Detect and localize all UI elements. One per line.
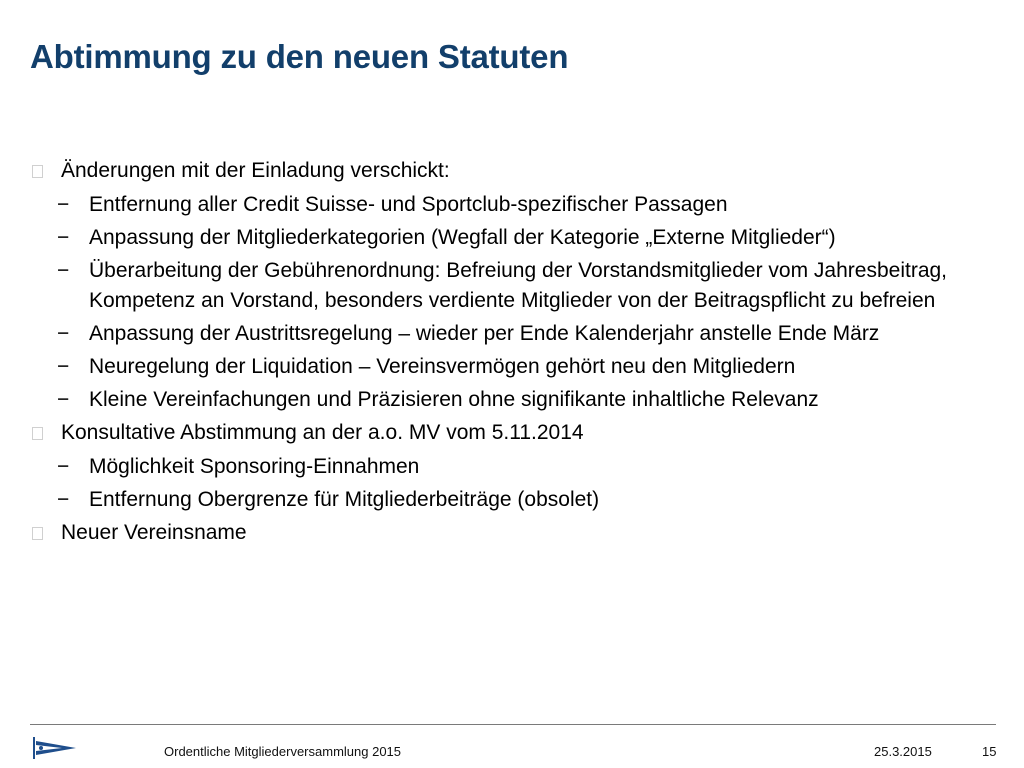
bullet-text: Anpassung der Mitgliederkategorien (Wegfall der Kategorie „Externe Mitglieder“) [89, 226, 836, 249]
bullet-item [30, 156, 1000, 186]
sub-bullet-item [30, 190, 1000, 220]
bullet-text: Entfernung Obergrenze für Mitgliederbeiträge (obsolet) [89, 488, 600, 511]
bullet-text: Anpassung der Austrittsregelung – wieder per Ende Kalenderjahr anstelle Ende März [89, 322, 880, 345]
footer-date: 25.3.2015 [874, 744, 932, 759]
slide-title: Abtimmung zu den neuen Statuten [30, 38, 569, 75]
sub-bullet-item [30, 223, 1000, 253]
bullet-square-icon [32, 527, 43, 540]
club-logo-icon [32, 735, 78, 761]
sub-bullet-item [30, 385, 1000, 415]
bullet-text: Neuer Vereinsname [61, 521, 247, 544]
bullet-text: Überarbeitung der Gebührenordnung: Befreiung der Vorstandsmitglieder vom Jahresbeitrag, Kompetenz an Vorstand, besonders verdiente Mitglieder von der Beitragspflicht zu befreien [89, 259, 948, 312]
bullet-item [30, 418, 1000, 448]
dash-bullet: − [57, 355, 70, 378]
dash-bullet: − [57, 226, 70, 249]
dash-bullet: − [57, 488, 70, 511]
footer-divider [30, 724, 996, 725]
sub-bullet-item [30, 452, 1000, 482]
bullet-text: Konsultative Abstimmung an der a.o. MV vom 5.11.2014 [61, 421, 584, 444]
bullet-text: Möglichkeit Sponsoring-Einnahmen [89, 455, 420, 478]
bullet-text: Entfernung aller Credit Suisse- und Sportclub-spezifischer Passagen [89, 193, 728, 216]
dash-bullet: − [57, 388, 70, 411]
sub-bullet-item [30, 256, 1000, 316]
sub-bullet-item [30, 485, 1000, 515]
bullet-text: Kleine Vereinfachungen und Präzisieren ohne signifikante inhaltliche Relevanz [89, 388, 819, 411]
bullet-list [30, 156, 1000, 552]
dash-bullet: − [57, 193, 70, 216]
bullet-square-icon [32, 165, 43, 178]
bullet-item [30, 518, 1000, 548]
footer-event: Ordentliche Mitgliederversammlung 2015 [164, 744, 402, 759]
sub-bullet-item [30, 352, 1000, 382]
dash-bullet: − [57, 455, 70, 478]
bullet-square-icon [32, 427, 43, 440]
dash-bullet: − [57, 322, 70, 345]
dash-bullet: − [57, 259, 70, 282]
footer-page-number: 15 [982, 744, 997, 759]
bullet-text: Änderungen mit der Einladung verschickt: [61, 159, 450, 182]
bullet-text: Neuregelung der Liquidation – Vereinsvermögen gehört neu den Mitgliedern [89, 355, 796, 378]
sub-bullet-item [30, 319, 1000, 349]
